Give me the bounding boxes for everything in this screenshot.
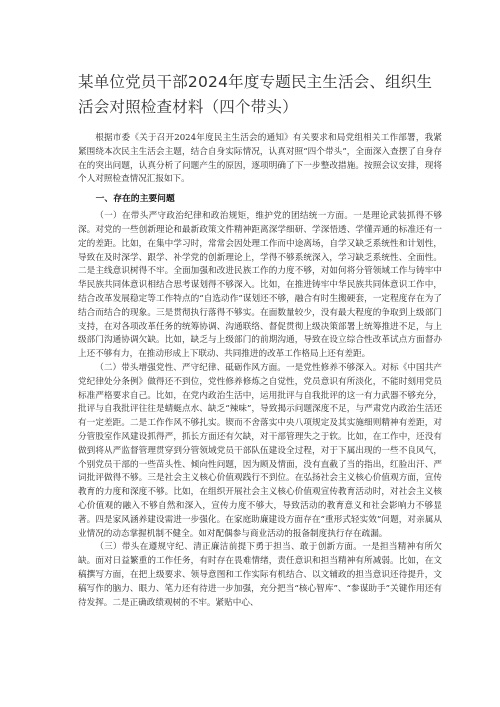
body-paragraph-3: （三）带头在遵规守纪、清正廉洁前提下勇于担当、敢于创新方面。一是担当精神有所欠缺。面对日益繁重的工作任务，有时存在畏难情绪，责任意识和担当精神有所减弱。比如，在文稿撰写方面，在把上级要求、领导意图和工作实际有机结合、以文辅政的担当意识还待提升，文稿写作的脑力、眼力、笔力还有待进一步加强，充分把当“核心智库”、“参谋助手”关键作用还有待发挥。二是正确政绩观树的不牢。紧贴中心、 bbox=[78, 542, 442, 608]
title-line-2: 活会对照检查材料（四个带头） bbox=[78, 98, 298, 116]
document-title bbox=[78, 70, 442, 120]
section-heading: 一、存在的主要问题 bbox=[95, 194, 175, 205]
body-paragraph-1: （一）在带头严守政治纪律和政治规矩，维护党的团结统一方面。一是理论武装抓得不够深。对党的一些创新理论和最新政策文件精神距离深学细研、学深悟透、学懂弄通的标准还有一定的差距。比如，在集中学习时，常常会因处理工作而中途离场，自学又缺乏系统性和计划性，导致在及时深学、跟学、补学党的创新理论上，学得不够系统深入，学习缺乏系统性、全面性。二是主线意识树得不牢。全面加强和改进民族工作的力度不够，对如何将分管领域工作与铸牢中华民族共同体意识相结合思考谋划得不够深入。比如，在推进铸牢中华民族共同体意识工作中，结合改革发展稳定等工作特点的“自选动作”谋划还不够，融合有时生搬硬套，一定程度存在为了结合而结合的现象。三是贯彻执行落得不够实。在面数量较少，没有最大程度的争取到上级部门支持，在对各项改革任务的统筹协调、沟通联络、督促贯彻上级决策部署上统筹推进不足，与上级部门沟通协调欠缺。比如，缺乏与上级部门的前期沟通，导致在设立综合性改革试点方面督办上还不够有力，在推动形成上下联动、共同推进的改革工作格局上还有差距。 bbox=[78, 211, 442, 360]
body-paragraph-2: （二）带头增强党性、严守纪律、砥砺作风方面。一是党性修养不够深入。对标《中国共产党纪律处分条例》做得还不到位，党性修养修炼之自觉性，党员意识有所淡化，不能时刻用党员标准严格要求自己。比如，在党内政治生活中，运用批评与自我批评的这一有力武器不够充分，批评与自我批评往往是蜻蜓点水、缺乏“辣味”，导致揭示问题深度不足，与严肃党内政治生活还有一定差距。二是工作作风不够扎实。锲而不舍落实中央八项规定及其实施细则精神有差距，对分管股室作风建设抓得严，抓长方面还有欠缺，对干部管理失之于软。比如，在工作中，还没有做到将从严监督管理贯穿到分管领域党员干部队伍建设全过程，对于下属出现的一些不良风气，个别党员干部的一些苗头性、倾向性问题，因为顾及情面，没有直截了当的指出，红脸出汗、严词批评做得不够。三是社会主义核心价值观践行不到位。在弘扬社会主义核心价值观方面，宣传教育的力度和深度不够。比如，在组织开展社会主义核心价值观宣传教育活动时，对社会主义核心价值观的融入不够自然和深入，宣传力度不够大，导致活动的教育意义和社会影响力不够显著。四是家风涵养建设需进一步强化。在家庭助廉建设方面存在“重形式轻实效”问题，对亲属从业情况的动态掌握机制不健全。如对配偶参与商业活动的报备制度执行存在疏漏。 bbox=[78, 362, 442, 539]
title-line-1: 某单位党员干部2024年度专题民主生活会、组织生 bbox=[78, 73, 433, 91]
intro-paragraph: 根据市委《关于召开2024年度民主生活会的通知》有关要求和局党组相关工作部署，我紧紧围绕本次民主生活会主题，结合自身实际情况，认真对照“四个带头”，全面深入查摆了自身存在的突出问题，认真分析了问题产生的原因，逐项明确了下一步整改措施。按照会议安排，现将个人对照检查情况汇报如下。 bbox=[78, 133, 442, 185]
